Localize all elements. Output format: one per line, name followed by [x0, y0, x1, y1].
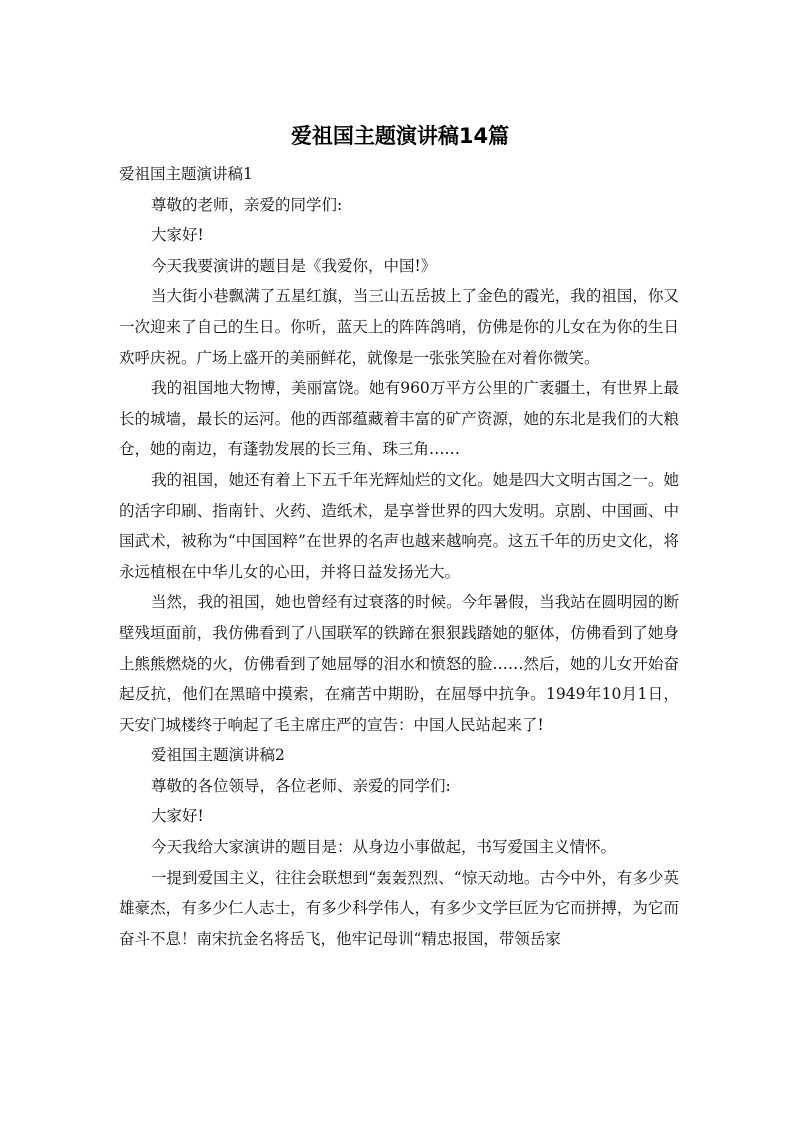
body-paragraph: 我的祖国，她还有着上下五千年光辉灿烂的文化。她是四大文明古国之一。她的活字印刷、指南针、火药、造纸术，是享誉世界的四大发明。京剧、中国画、中国武术，被称为“中国国粹”在世界的名声也越来越响亮。这五千年的历史文化，将永远植根在中华儿女的心田，并将日益发扬光大。	[119, 470, 679, 581]
greeting-paragraph: 大家好!	[151, 226, 204, 245]
topic-paragraph: 今天我要演讲的题目是《我爱你，中国!》	[151, 256, 437, 275]
section-heading-2: 爱祖国主题演讲稿2	[151, 746, 285, 765]
document-title: 爱祖国主题演讲稿14篇	[290, 124, 510, 148]
greeting-paragraph: 大家好!	[151, 807, 204, 826]
document-body	[119, 159, 679, 954]
body-paragraph: 我的祖国地大物博，美丽富饶。她有960万平方公里的广袤疆土，有世界上最长的城墙，最长的运河。他的西部蕴藏着丰富的矿产资源，她的东北是我们的大粮仓，她的南边，有蓬勃发展的长三角、珠三角……	[119, 379, 679, 459]
salutation-paragraph: 尊敬的老师，亲爱的同学们:	[151, 195, 343, 214]
body-paragraph: 当大街小巷飘满了五星红旗，当三山五岳披上了金色的霞光，我的祖国，你又一次迎来了自己的生日。你听，蓝天上的阵阵鸽哨，仿佛是你的儿女在为你的生日欢呼庆祝。广场上盛开的美丽鲜花，就像是一张张笑脸在对着你微笑。	[119, 287, 679, 367]
salutation-paragraph: 尊敬的各位领导，各位老师、亲爱的同学们:	[151, 776, 451, 795]
section-heading-1: 爱祖国主题演讲稿1	[119, 165, 253, 183]
body-paragraph: 一提到爱国主义，往往会联想到“轰轰烈烈、“惊天动地。古今中外，有多少英雄豪杰，有多少仁人志士，有多少科学伟人，有多少文学巨匠为它而拼搏，为它而奋斗不息！南宋抗金名将岳飞，他牢记母训“精忠报国，带领岳家	[119, 868, 679, 948]
body-paragraph: 当然，我的祖国，她也曾经有过衰落的时候。今年暑假，当我站在圆明园的断壁残垣面前，我仿佛看到了八国联军的铁蹄在狠狠践踏她的躯体，仿佛看到了她身上熊熊燃烧的火，仿佛看到了她屈辱的泪水和愤怒的脸……然后，她的儿女开始奋起反抗，他们在黑暗中摸索，在痛苦中期盼，在屈辱中抗争。1949年10月1日，天安门城楼终于响起了毛主席庄严的宣告：中国人民站起来了!	[119, 593, 679, 734]
topic-paragraph: 今天我给大家演讲的题目是：从身边小事做起，书写爱国主义情怀。	[151, 838, 617, 857]
